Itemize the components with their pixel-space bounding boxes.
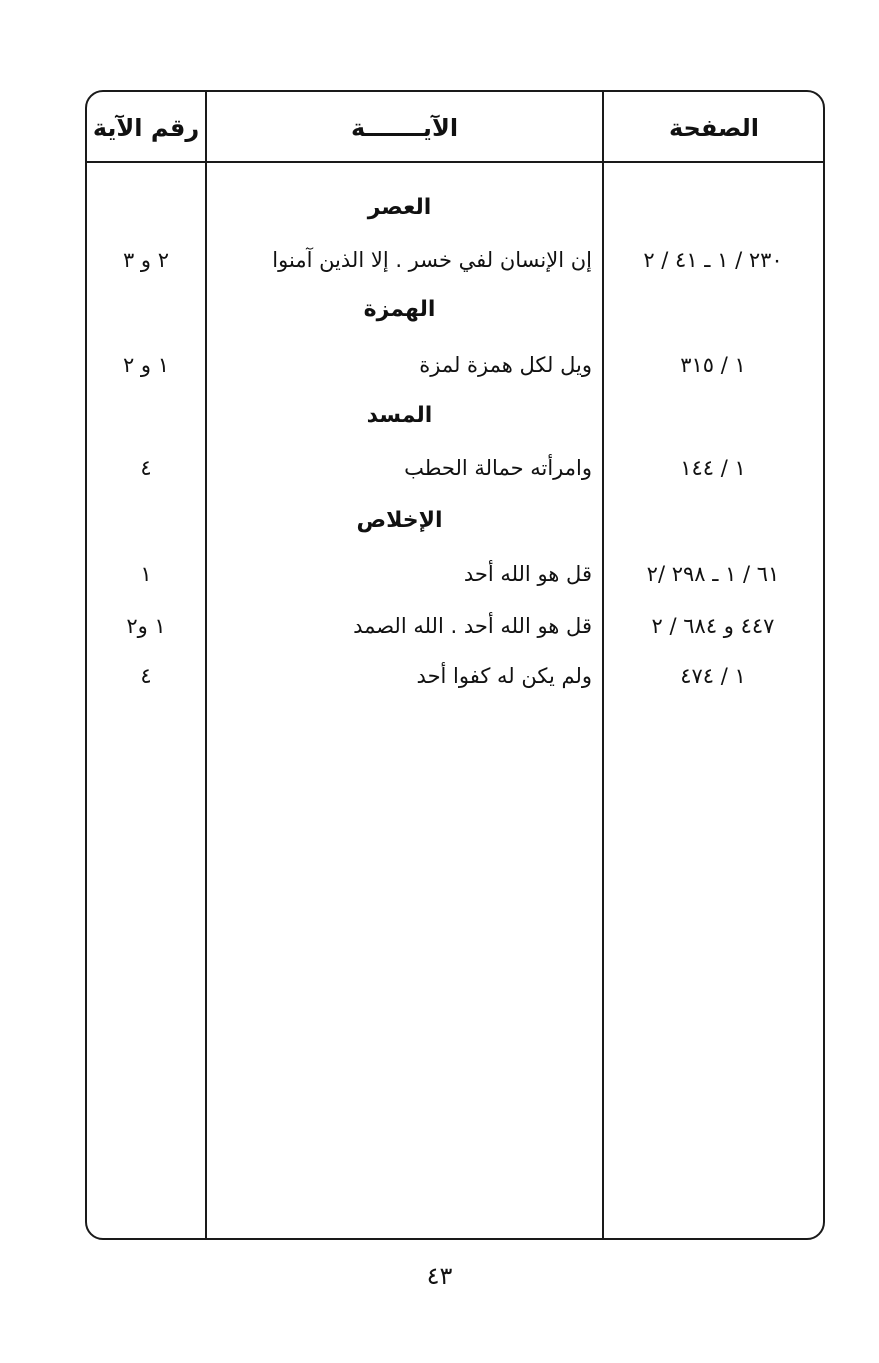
table-row xyxy=(87,342,823,388)
table-row xyxy=(87,603,823,649)
verse-number: ٤ xyxy=(140,664,152,688)
verse-text: ويل لكل همزة لمزة xyxy=(419,353,592,377)
header-page: الصفحة xyxy=(669,114,760,142)
page-reference: ٢٣٠ / ١ ـ ٤١ / ٢ xyxy=(643,248,783,272)
table-row xyxy=(87,551,823,597)
page-reference: ٦١ / ١ ـ ٢٩٨ /٢ xyxy=(646,562,780,586)
table-row xyxy=(87,653,823,699)
verse-text: قل هو الله أحد . الله الصمد xyxy=(353,614,592,638)
verse-text: وامرأته حمالة الحطب xyxy=(404,456,592,480)
verse-text: ولم يكن له كفوا أحد xyxy=(416,664,592,688)
page-reference: ١ / ٣١٥ xyxy=(680,353,746,377)
header-divider xyxy=(87,161,823,163)
page-reference: ١ / ١٤٤ xyxy=(680,456,746,480)
verse-text: قل هو الله أحد xyxy=(463,562,592,586)
header-verse-number: رقم الآية xyxy=(92,114,200,142)
surah-name: العصر xyxy=(367,194,432,220)
surah-heading-row xyxy=(87,392,823,438)
table-row xyxy=(87,237,823,283)
surah-name: الهمزة xyxy=(363,296,436,322)
page-number: ٤٣ xyxy=(426,1262,453,1290)
header-verse: الآيـــــــة xyxy=(350,114,459,142)
surah-name: الإخلاص xyxy=(356,507,443,533)
verse-number: ٢ و ٣ xyxy=(122,248,170,272)
verse-number: ٤ xyxy=(140,456,152,480)
surah-heading-row xyxy=(87,497,823,543)
verse-number: ١ و ٢ xyxy=(122,353,170,377)
page-reference: ١ / ٤٧٤ xyxy=(680,664,746,688)
table-row xyxy=(87,445,823,491)
verse-text: إن الإنسان لفي خسر . إلا الذين آمنوا xyxy=(272,248,592,272)
verse-number: ١ xyxy=(140,562,152,586)
page-reference: ٤٤٧ و ٦٨٤ / ٢ xyxy=(651,614,775,638)
verse-number: ١ و٢ xyxy=(126,614,166,638)
surah-heading-row xyxy=(87,184,823,230)
surah-name: المسد xyxy=(366,402,433,428)
surah-heading-row xyxy=(87,286,823,332)
